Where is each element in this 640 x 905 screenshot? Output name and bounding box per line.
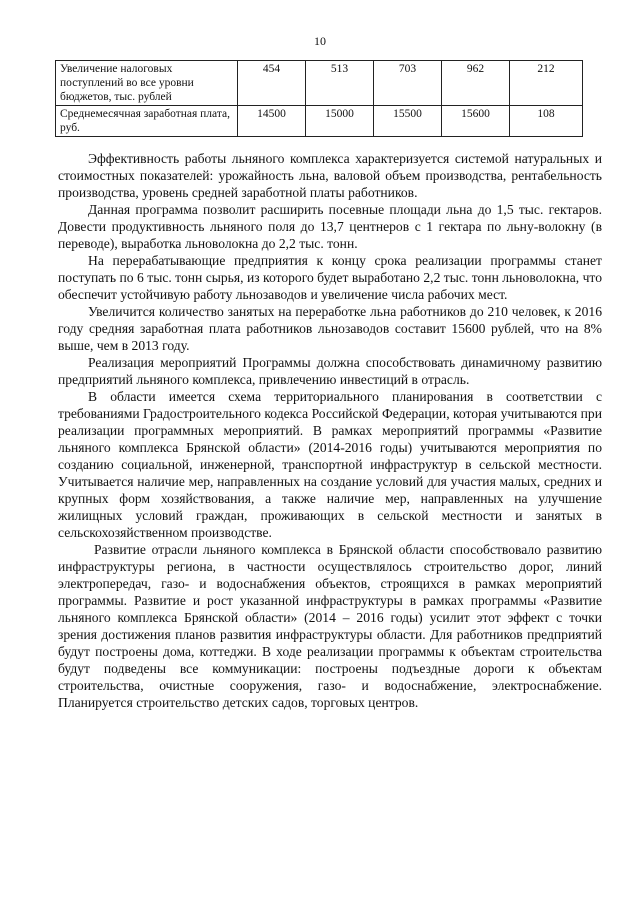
table-cell: 962 <box>442 61 510 106</box>
table-cell: 15600 <box>442 106 510 137</box>
paragraph: На перерабатывающие предприятия к концу срока реализации программы станет поступать по 6 тыс. тонн сырья, из которого будет выработано 2,2 тыс. тонн льноволокна, что обеспечит устойчивую работу льнозаводов и увеличение числа рабочих мест. <box>58 253 602 302</box>
page-number: 10 <box>314 34 326 48</box>
paragraph: Развитие отрасли льняного комплекса в Брянской области способствовало развитию инфраструктуры региона, в частности осуществлялось строительство дорог, линий электропередач, газо- и водоснабжения объектов, строящихся в рамках мероприятий программы. Развитие и рост указанной инфраструктуры в рамках программы «Развитие льняного комплекса Брянской области» (2014 – 2016 годы) усилит этот эффект с точки зрения достижения планов развития инфраструктуры области. Для работников предприятий будут построены дома, коттеджи. В ходе реализации программы к объектам строительства будут подведены все коммуникации: построены подъездные дороги к объектам строительства, очистные сооружения, газо- и водоснабжение, электроснабжение. Планируется строительство детских садов, торговых центров. <box>58 542 602 710</box>
table-cell: 703 <box>374 61 442 106</box>
table-cell: 212 <box>510 61 583 106</box>
table-cell: 108 <box>510 106 583 137</box>
table-cell: 15500 <box>374 106 442 137</box>
body-text <box>58 150 602 711</box>
paragraph: В области имеется схема территориального планирования в соответствии с требованиями Градостроительного кодекса Российской Федерации, которая учитываются при реализации программных мероприятий. В рамках мероприятий программы «Развитие льняного комплекса Брянской области» (2014-2016 годы) учитываются мероприятия по созданию социальной, инженерной, транспортной инфраструктур в сельской местности. Учитывается наличие мер, направленных на создание условий для участия малых, средних и крупных форм хозяйствования, а также наличие мер, направленных на улучшение жилищных условий граждан, проживающих в сельской местности и занятых в сельскохозяйственном производстве. <box>58 389 602 540</box>
row-label: Среднемесячная заработная плата, руб. <box>56 106 238 137</box>
paragraph: Данная программа позволит расширить посевные площади льна до 1,5 тыс. гектаров. Довести продуктивность льняного поля до 13,7 центнеров с 1 гектара по льну-волокну (в переводе), выработка льноволокна до 2,2 тыс. тонн. <box>58 202 602 251</box>
table-cell: 15000 <box>306 106 374 137</box>
paragraph: Реализация мероприятий Программы должна способствовать динамичному развитию предприятий льняного комплекса, привлечению инвестиций в отрасль. <box>58 355 602 387</box>
table-cell: 14500 <box>238 106 306 137</box>
indicators-table <box>55 60 583 137</box>
table-cell: 454 <box>238 61 306 106</box>
table-cell: 513 <box>306 61 374 106</box>
paragraph: Увеличится количество занятых на переработке льна работников до 210 человек, к 2016 году средняя заработная плата работников льнозаводов составит 15600 рублей, что на 8% выше, чем в 2013 году. <box>58 304 602 353</box>
row-label: Увеличение налоговых поступлений во все уровни бюджетов, тыс. рублей <box>56 61 238 106</box>
paragraph: Эффективность работы льняного комплекса характеризуется системой натуральных и стоимостных показателей: урожайность льна, валовой объем производства, рентабельность производства, уровень средней заработной платы работников. <box>58 151 602 200</box>
table-row <box>56 61 583 106</box>
table-row <box>56 106 583 137</box>
